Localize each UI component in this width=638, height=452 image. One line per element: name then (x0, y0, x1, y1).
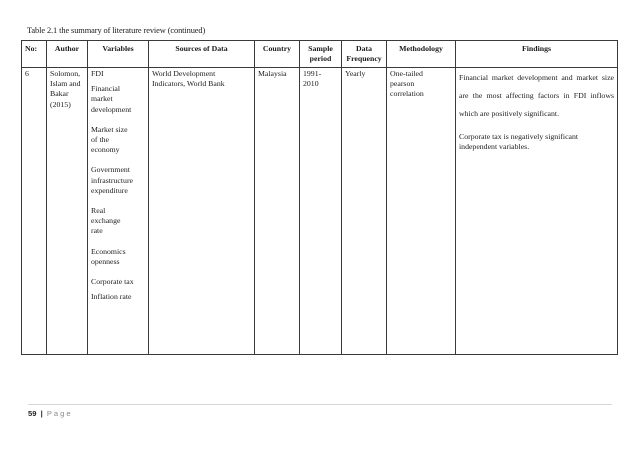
variable-financial-market: market (91, 94, 113, 104)
page-number: 59 (28, 409, 37, 418)
table-caption: Table 2.1 the summary of literature review (continued) (27, 26, 206, 35)
variable-corporate-tax: Corporate tax (91, 277, 134, 287)
header-variables: Variables (88, 41, 149, 68)
header-sample-line2: period (309, 54, 332, 64)
cell-author (47, 68, 88, 355)
cell-frequency: Yearly (342, 68, 387, 355)
cell-findings (456, 68, 618, 355)
methodology-line: pearson (390, 79, 415, 89)
cell-variables (88, 68, 149, 355)
author-line: Solomon, (50, 69, 81, 78)
footer-divider (28, 404, 612, 405)
header-frequency-line1: Data (355, 44, 373, 53)
variable-fdi: FDI (91, 69, 104, 78)
source-line: World Development (152, 69, 216, 78)
header-sample-period (300, 41, 342, 68)
variable-openness: openness (91, 256, 120, 266)
author-line: Islam and (50, 79, 81, 89)
variable-exchange-rate: rate (91, 226, 103, 236)
header-methodology: Methodology (387, 41, 456, 68)
header-no: No: (22, 41, 47, 68)
variable-inflation: Inflation rate (91, 292, 132, 302)
page-label: Page (46, 409, 73, 418)
cell-country: Malaysia (255, 68, 300, 355)
header-author: Author (47, 41, 88, 68)
header-sources: Sources of Data (149, 41, 255, 68)
header-frequency-line2: Frequency (346, 54, 382, 64)
header-findings: Findings (456, 41, 618, 68)
variable-market-size: of the (91, 135, 109, 145)
variable-government-infra: expenditure (91, 185, 128, 195)
header-country: Country (255, 41, 300, 68)
sample-line: 2010 (303, 79, 319, 89)
variable-exchange-rate: exchange (91, 216, 121, 226)
footer-separator: | (40, 409, 43, 418)
cell-no: 6 (22, 68, 47, 355)
cell-methodology (387, 68, 456, 355)
variable-financial-market: Financial (91, 84, 121, 94)
variable-market-size: Market size (91, 124, 128, 134)
methodology-line: One-tailed (390, 69, 423, 78)
header-sample-line1: Sample (308, 44, 333, 53)
table-row (22, 68, 618, 355)
author-line: (2015) (50, 99, 71, 109)
variable-market-size: economy (91, 145, 120, 155)
page-footer (28, 409, 73, 418)
cell-sample-period (300, 68, 342, 355)
sample-line: 1991- (303, 69, 322, 78)
source-line: Indicators, World Bank (152, 79, 225, 89)
author-line: Bakar (50, 89, 69, 99)
finding-secondary: Corporate tax is negatively significant independent variables. (459, 132, 579, 151)
header-row (22, 41, 618, 68)
variable-exchange-rate: Real (91, 206, 106, 216)
cell-sources (149, 68, 255, 355)
methodology-line: correlation (390, 89, 424, 99)
finding-primary: Financial market development and market size are the most affecting factors in FDI inflows which are positively significant. (459, 73, 614, 118)
variable-government-infra: infrastructure (91, 175, 133, 185)
literature-review-table (21, 40, 618, 355)
header-data-frequency (342, 41, 387, 68)
variable-government-infra: Government (91, 165, 130, 175)
variable-openness: Economics (91, 246, 126, 256)
variable-financial-market: development (91, 104, 132, 114)
